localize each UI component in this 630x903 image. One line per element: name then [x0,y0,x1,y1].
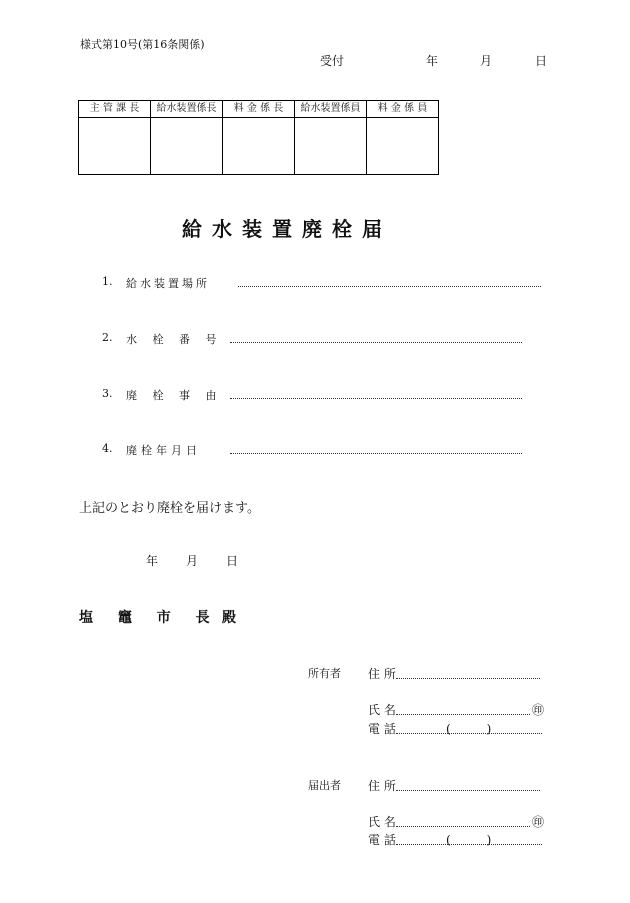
applicant-seal-icon: ㊞ [532,815,545,829]
item-number: 1. [102,275,113,288]
applicant-name-label: 氏 名 [368,815,396,829]
document-title: 給水装置廃栓届 [182,217,392,241]
approval-role-cell: 料 金 係 員 [367,101,439,118]
applicant-address-label: 住 所 [368,779,396,793]
owner-role: 所有者 [308,667,341,680]
location-field[interactable] [238,286,541,287]
date-day: 日 [226,554,239,568]
stamp-box[interactable] [151,118,223,175]
date-month: 月 [186,554,199,568]
item-label: 廃 栓 事 由 [126,389,223,402]
applicant-name-field[interactable] [396,826,530,827]
applicant-phone-label: 電 話 [368,833,396,847]
owner-phone-paren: ( ) [446,722,492,736]
applicant-phone-paren: ( ) [446,833,492,847]
receipt-month: 月 [480,54,493,68]
discontinue-date-field[interactable] [230,453,522,454]
item-label: 水 栓 番 号 [126,333,223,346]
approval-role-cell: 料 金 係 長 [223,101,295,118]
stamp-box[interactable] [367,118,439,175]
approval-role-cell: 主 管 課 長 [79,101,151,118]
owner-name-field[interactable] [396,714,530,715]
approval-role-cell: 給水装置係長 [151,101,223,118]
form-number: 様式第10号(第16条関係) [80,38,205,51]
owner-name-label: 氏 名 [368,703,396,717]
stamp-box[interactable] [295,118,367,175]
stamp-box[interactable] [223,118,295,175]
addressee-honorific: 殿 [222,610,236,626]
stamp-box[interactable] [79,118,151,175]
approval-role-cell: 給水装置係員 [295,101,367,118]
date-year: 年 [146,554,159,568]
item-number: 3. [102,387,113,400]
receipt-year: 年 [426,54,439,68]
applicant-role: 届出者 [308,779,341,792]
receipt-day: 日 [535,54,548,68]
item-number: 4. [102,442,113,455]
addressee-city: 塩 竈 市 長 [79,610,220,626]
item-number: 2. [102,331,113,344]
owner-address-field[interactable] [396,678,540,679]
owner-phone-label: 電 話 [368,722,396,736]
item-label: 給水装置場所 [126,277,210,290]
applicant-address-field[interactable] [396,790,540,791]
faucet-number-field[interactable] [230,342,522,343]
item-label: 廃栓年月日 [126,444,201,457]
owner-address-label: 住 所 [368,667,396,681]
approval-table [78,100,439,175]
receipt-label: 受付 [320,54,345,68]
reason-field[interactable] [230,398,522,399]
owner-seal-icon: ㊞ [532,703,545,717]
statement-text: 上記のとおり廃栓を届けます。 [79,501,260,516]
